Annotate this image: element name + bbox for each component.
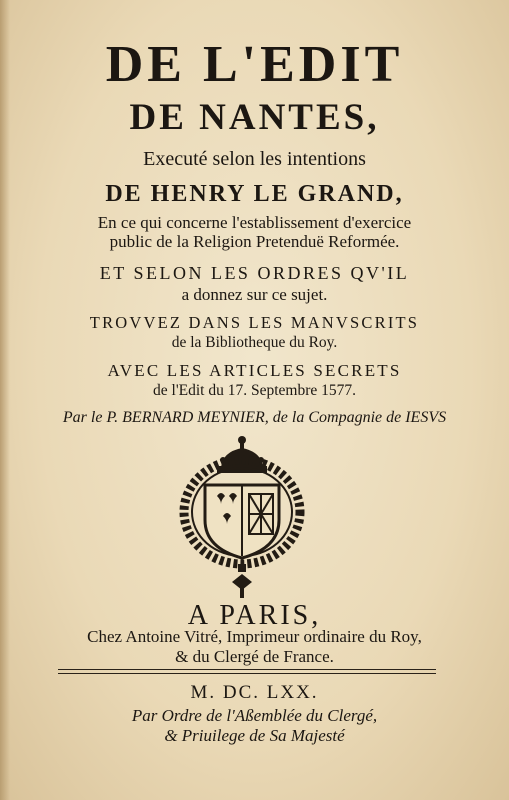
coat-of-arms-icon bbox=[177, 430, 307, 600]
imprint-city: A PARIS, bbox=[187, 600, 322, 631]
publication-date: M. DC. LXX. bbox=[190, 682, 319, 703]
subtitle-henry: DE HENRY LE GRAND, bbox=[105, 181, 404, 207]
divider-rule bbox=[58, 669, 436, 670]
imprint-printer: Chez Antoine Vitré, Imprimeur ordinaire du Roy, bbox=[87, 627, 422, 646]
subtitle-line-executed: Executé selon les intentions bbox=[143, 148, 366, 170]
author-line: Par le P. BERNARD MEYNIER, de la Compagnie de IESVS bbox=[62, 409, 447, 426]
subtitle-manuscripts: TROVVEZ DANS LES MANVSCRITS bbox=[89, 313, 420, 332]
imprint-clergy: & du Clergé de France. bbox=[175, 647, 334, 666]
subtitle-religion: public de la Religion Pretenduë Reformée. bbox=[109, 232, 400, 251]
subtitle-library: de la Bibliotheque du Roy. bbox=[171, 334, 338, 351]
subtitle-orders: ET SELON LES ORDRES QV'IL bbox=[99, 263, 410, 283]
privilege-line-2: & Priuilege de Sa Majesté bbox=[164, 726, 345, 745]
title-line-1: DE L'EDIT bbox=[105, 36, 404, 93]
subtitle-subject: a donnez sur ce sujet. bbox=[181, 285, 328, 304]
privilege-line-1: Par Ordre de l'Aßemblée du Clergé, bbox=[131, 706, 378, 725]
subtitle-secret-articles: AVEC LES ARTICLES SECRETS bbox=[107, 361, 402, 380]
divider-rule-thin bbox=[58, 673, 436, 674]
subtitle-edict-date: de l'Edit du 17. Septembre 1577. bbox=[153, 382, 356, 399]
subtitle-establishment: En ce qui concerne l'establissement d'exercice bbox=[97, 213, 412, 232]
title-line-2: DE NANTES, bbox=[129, 97, 380, 138]
